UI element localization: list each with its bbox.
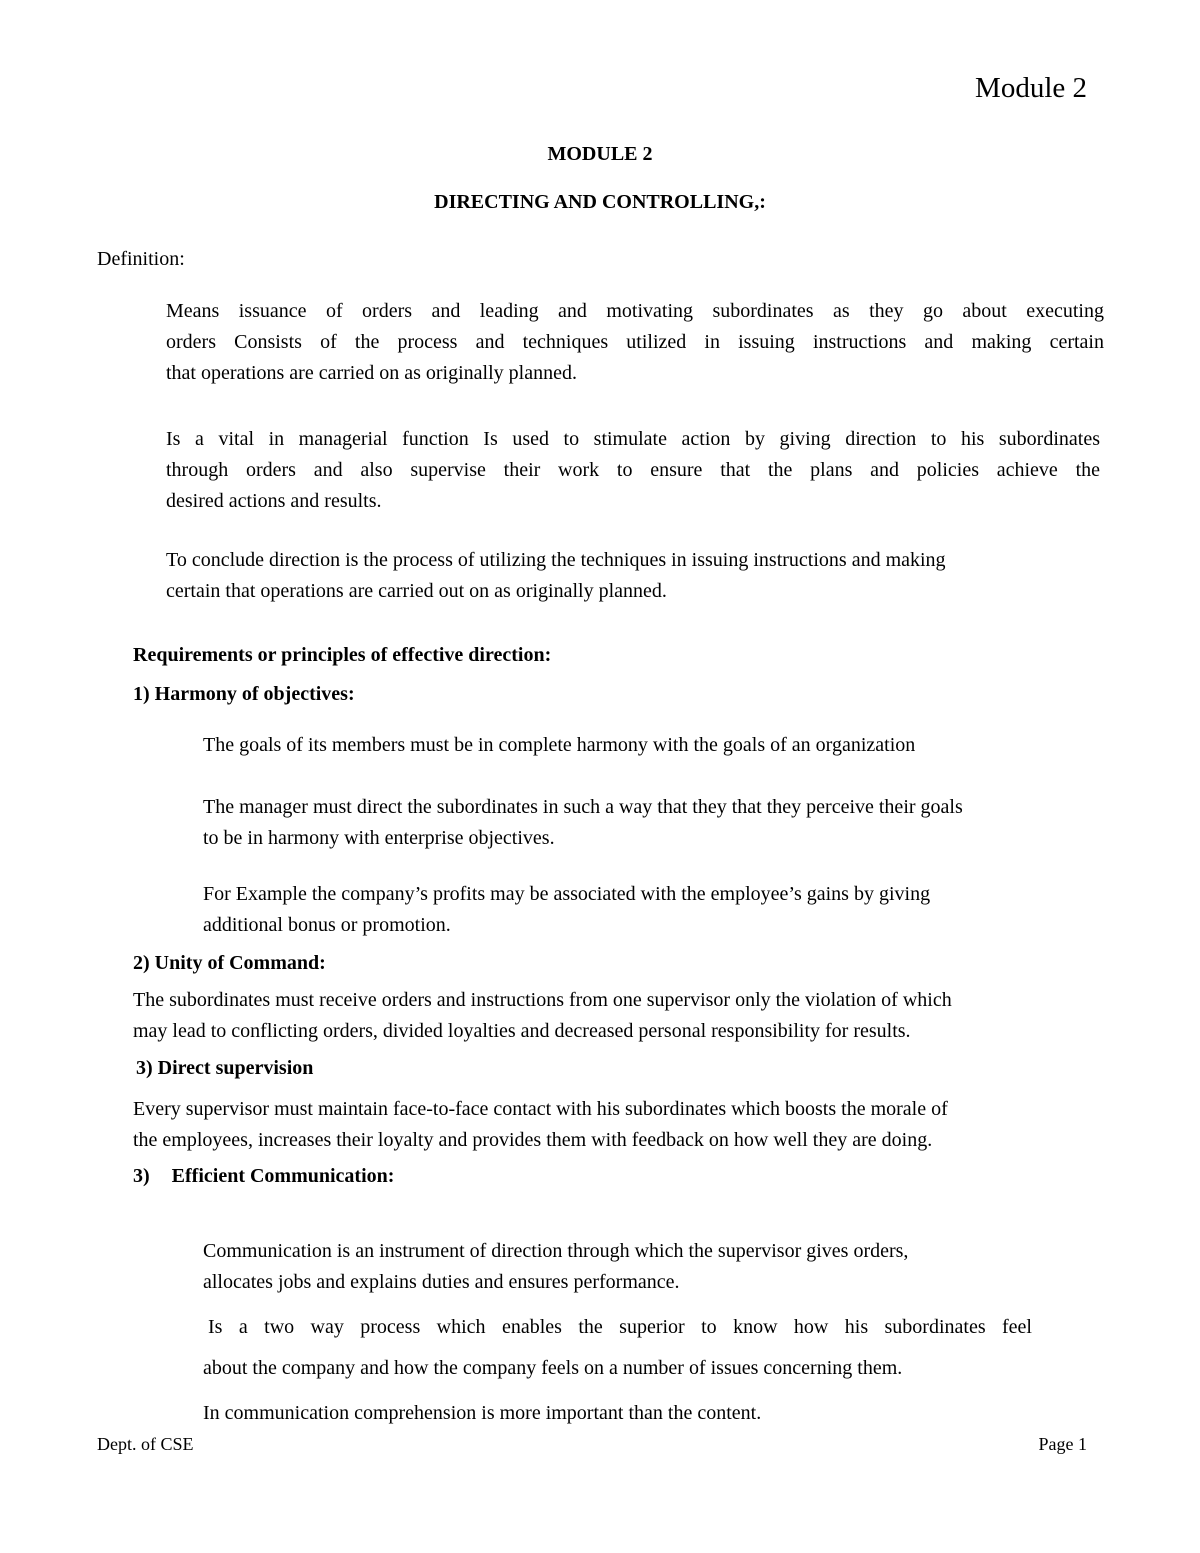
paragraph-line: Communication is an instrument of direction through which the supervisor gives orders,	[203, 1240, 909, 1262]
unity-heading: 2) Unity of Command:	[133, 952, 326, 974]
supervision-heading: 3) Direct supervision	[136, 1057, 314, 1079]
harmony-heading: 1) Harmony of objectives:	[133, 683, 355, 705]
footer-department: Dept. of CSE	[97, 1434, 194, 1454]
harmony-paragraph-3	[203, 879, 930, 941]
paragraph-line: desired actions and results.	[166, 490, 382, 512]
paragraph-line: orders Consists of the process and techniques utilized in issuing instructions and making certain	[166, 331, 1104, 353]
paragraph-line: through orders and also supervise their work to ensure that the plans and policies achieve the	[166, 459, 1100, 481]
requirements-heading: Requirements or principles of effective direction:	[133, 644, 552, 666]
paragraph-line: may lead to conflicting orders, divided loyalties and decreased personal responsibility for results.	[133, 1020, 911, 1042]
paragraph-line: additional bonus or promotion.	[203, 914, 451, 936]
paragraph-line: To conclude direction is the process of utilizing the techniques in issuing instructions and making	[166, 549, 946, 571]
paragraph-line: Means issuance of orders and leading and motivating subordinates as they go about executing	[166, 300, 1104, 322]
definition-paragraph-3	[166, 545, 946, 607]
communication-paragraph-2-line-2: about the company and how the company feels on a number of issues concerning them.	[203, 1357, 903, 1379]
definition-label: Definition:	[97, 248, 185, 270]
communication-paragraph-1	[203, 1236, 908, 1298]
footer-page-number: Page 1	[1038, 1434, 1087, 1454]
paragraph-line: Every supervisor must maintain face-to-face contact with his subordinates which boosts the morale of	[133, 1098, 948, 1120]
communication-paragraph-2-line-1: Is a two way process which enables the superior to know how his subordinates feel	[208, 1316, 1032, 1338]
paragraph-line: The subordinates must receive orders and instructions from one supervisor only the violation of which	[133, 989, 952, 1011]
paragraph-line: certain that operations are carried out on as originally planned.	[166, 580, 667, 602]
paragraph-line: Is a vital in managerial function Is used to stimulate action by giving direction to his subordinates	[166, 428, 1100, 450]
title-module: MODULE 2	[547, 143, 653, 165]
title-topic: DIRECTING AND CONTROLLING,:	[434, 191, 766, 213]
communication-paragraph-3: In communication comprehension is more important than the content.	[203, 1402, 762, 1424]
paragraph-line: The manager must direct the subordinates in such a way that they that they perceive their goals	[203, 796, 963, 818]
communication-heading-number: 3)	[133, 1165, 150, 1187]
paragraph-line: to be in harmony with enterprise objectives.	[203, 827, 555, 849]
paragraph-line: allocates jobs and explains duties and ensures performance.	[203, 1271, 680, 1293]
paragraph-line: For Example the company’s profits may be associated with the employee’s gains by giving	[203, 883, 931, 905]
paragraph-line: the employees, increases their loyalty and provides them with feedback on how well they are doing.	[133, 1129, 933, 1151]
definition-paragraph-2	[166, 424, 1100, 517]
communication-heading	[133, 1161, 394, 1192]
header-module-label: Module 2	[975, 72, 1087, 104]
definition-paragraph-1	[166, 296, 1104, 389]
paragraph-line: that operations are carried on as originally planned.	[166, 362, 577, 384]
harmony-paragraph-1: The goals of its members must be in complete harmony with the goals of an organization	[203, 734, 916, 756]
harmony-paragraph-2	[203, 792, 963, 854]
supervision-paragraph	[133, 1094, 948, 1156]
unity-paragraph	[133, 985, 952, 1047]
communication-heading-text: Efficient Communication:	[171, 1165, 395, 1187]
